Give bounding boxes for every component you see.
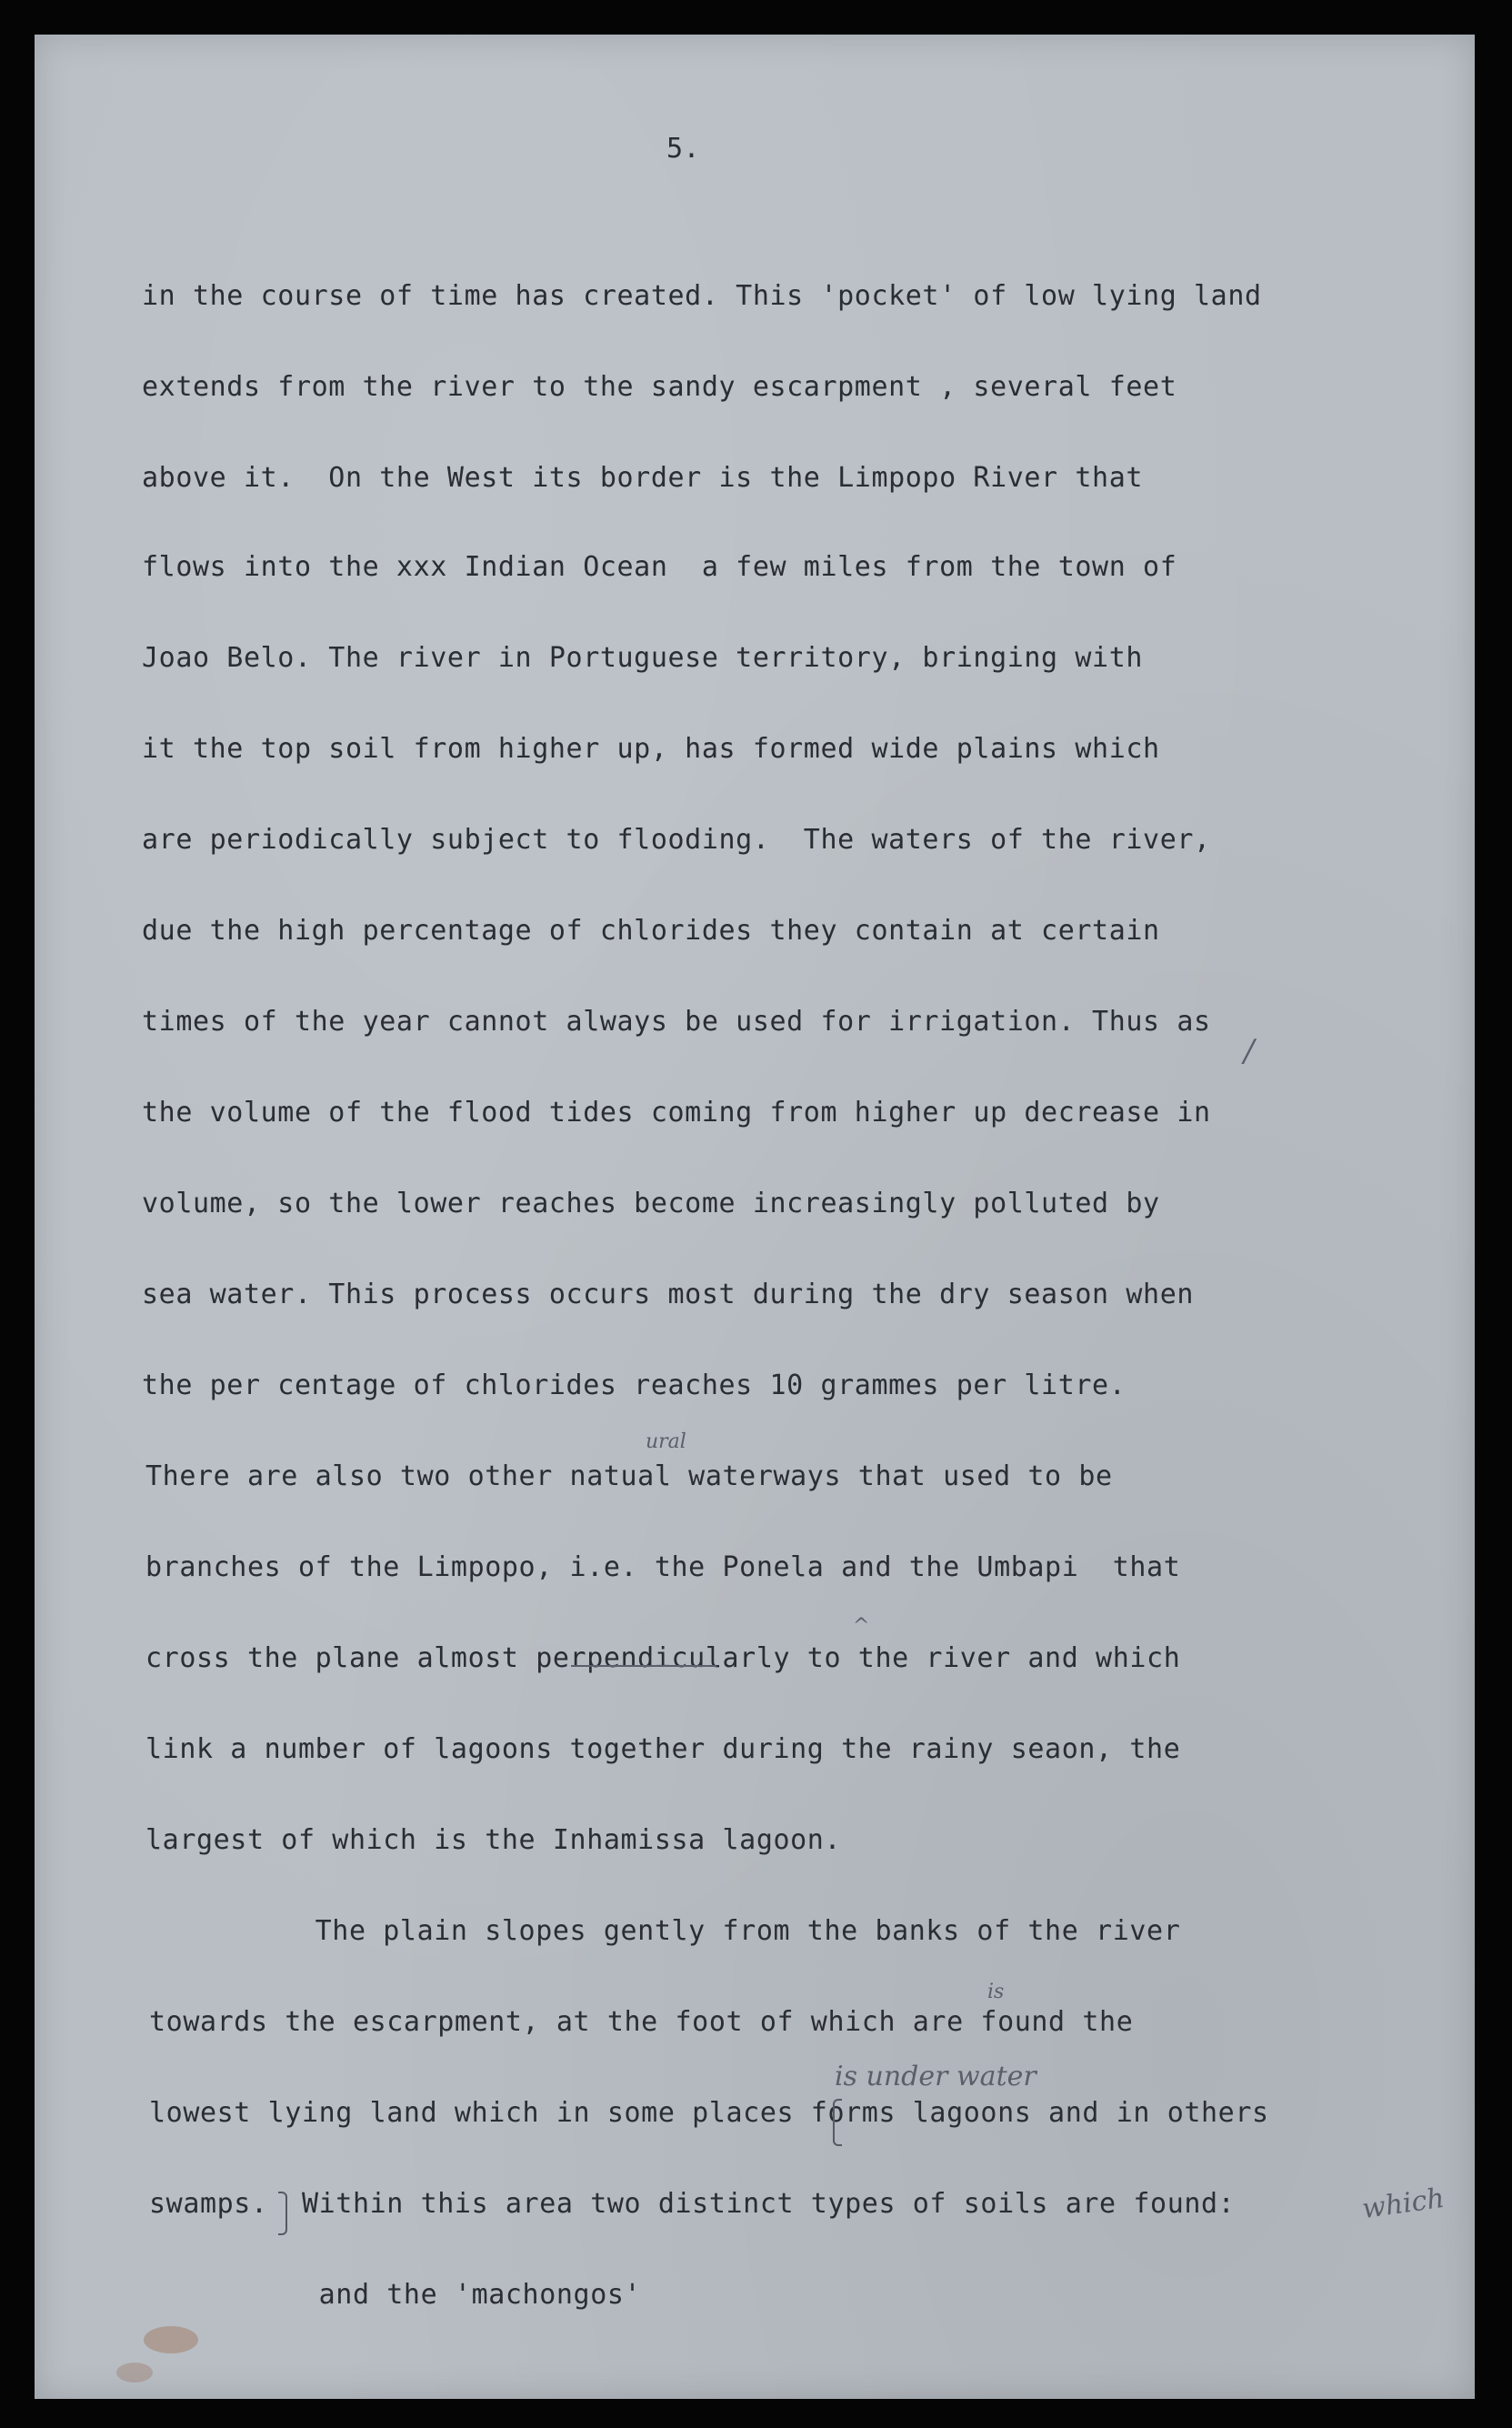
text-line-3: above it. On the West its border is the Limpopo River that: [142, 462, 1144, 494]
text-line-4: flows into the xxx Indian Ocean a few miles from the town of: [142, 551, 1177, 583]
text-line-12: sea water. This process occurs most during the dry season when: [142, 1279, 1195, 1310]
text-line-21: lowest lying land which in some places forms lagoons and in others: [149, 2097, 1269, 2129]
underline-mark: [571, 1662, 716, 1667]
page-number: 5.: [666, 133, 701, 165]
text-line-16: cross the plane almost perpendicularly to the river and which: [145, 1642, 1181, 1674]
text-line-23: and the 'machongos': [149, 2279, 642, 2311]
text-line-5: Joao Belo. The river in Portuguese territory, bringing with: [142, 642, 1144, 674]
text-line-2: extends from the river to the sandy escarpment , several feet: [142, 371, 1177, 403]
handwritten-ural: ural: [646, 1430, 686, 1453]
stain-mark: [116, 2363, 153, 2383]
typewritten-page: [35, 35, 1475, 2399]
text-line-22: swamps. Within this area two distinct types of soils are found:: [149, 2188, 1236, 2220]
text-line-18: largest of which is the Inhamissa lagoon.: [145, 1824, 842, 1856]
caret-mark: /: [1244, 1033, 1255, 1069]
text-line-20: towards the escarpment, at the foot of which are found the: [149, 2006, 1134, 2038]
text-line-7: are periodically subject to flooding. The waters of the river,: [142, 824, 1211, 856]
text-line-15: branches of the Limpopo, i.e. the Ponela and the Umbapi that: [145, 1551, 1181, 1583]
text-line-9: times of the year cannot always be used for irrigation. Thus as: [142, 1006, 1211, 1038]
text-line-6: it the top soil from higher up, has formed wide plains which: [142, 733, 1160, 765]
text-line-19: The plain slopes gently from the banks of the river: [145, 1915, 1181, 1947]
caret-mark: ^: [853, 1615, 870, 1638]
text-line-11: volume, so the lower reaches become increasingly polluted by: [142, 1188, 1160, 1219]
handwritten-is: is: [987, 1981, 1005, 2003]
text-line-17: link a number of lagoons together during the rainy seaon, the: [145, 1733, 1181, 1765]
insertion-bracket: [833, 2099, 842, 2146]
text-line-10: the volume of the flood tides coming from higher up decrease in: [142, 1097, 1211, 1129]
text-line-14: There are also two other natual waterways that used to be: [145, 1460, 1113, 1492]
insertion-bracket: [278, 2192, 287, 2235]
text-line-8: due the high percentage of chlorides they contain at certain: [142, 915, 1160, 947]
handwritten-which: which: [1360, 2182, 1447, 2226]
text-line-1: in the course of time has created. This 'pocket' of low lying land: [142, 280, 1262, 312]
handwritten-under-water: is under water: [835, 2061, 1036, 2092]
text-line-13: the per centage of chlorides reaches 10 grammes per litre.: [142, 1370, 1126, 1401]
stain-mark: [144, 2326, 198, 2353]
